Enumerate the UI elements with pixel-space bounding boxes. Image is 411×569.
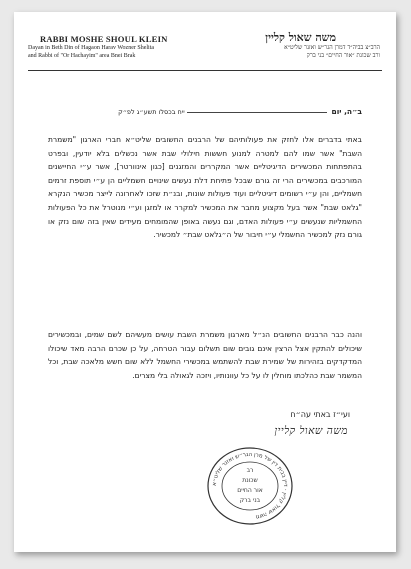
- handwritten-signature: משה שאול קליין: [274, 425, 348, 437]
- rabbi-name-english: RABBI MOSHE SHOUL KLEIN: [40, 34, 168, 44]
- document-page: [14, 12, 396, 552]
- stamp-center-line-3: אור החיים: [237, 487, 263, 494]
- stamp-ring-text: משה שאול קליין · דיין בבית דין של מרן הגר״ש ואזנר שליט״א: [211, 451, 289, 520]
- date-text: ייח בכסלו תשע״ג לפ״ק: [118, 108, 185, 116]
- letterhead-divider: [28, 70, 382, 71]
- date-lead: ב״ה, יום: [331, 107, 362, 116]
- stamp-center-line-2: שכונת: [242, 477, 258, 484]
- title-line-hebrew-1: הרב״צ בביה״ד דמרן הגר״ש ואזנר שליט״א: [284, 44, 380, 51]
- closing-line: ועי״ז באתי עה״ח: [290, 410, 350, 419]
- letterhead-english: [28, 34, 178, 60]
- stamp-center-line-4: בני ברק: [239, 497, 261, 504]
- letter-paragraph-1: באתי בדברים אלו לחזק את פעולותיהם של הרבנים החשובים שליט״א חברי הארגון "משמרת השבת" אשר שמו להם למטרה למנוע חששות חילולי שבת אשר נכשלים בלא יודעין, ובפרט בהתפתחות המכשירים הדיגיטליים אשר המקררים והמזגנים [כגון אינוורטר], אשר ע״י החיישנים המורכבים במכשירים הרי זה גורם שבכל פתיחת דלת נעשים שינויים חשמליים הן ע״י תוספת זרמים חשמליים, והן ע״י רשומים דיגיטליים ועוד פעולות שונות, ובנ״ת שזכו לאחרונה לייצר מכשיר הנקרא "גלאט שבת" אשר בעל מקצוע מחבר את המכשיר למקרר או למזגן וע״י מנוטרל את כל הפעולות החשמליות שנעשים ע״י פעולות האדם, וגם נעשה באופן שהמומחים מעידים שאין בזה שום נזק או גורם נזק למכשיר החשמלי ע״י חיבור של ה״גלאט שבת״ למכשיר.: [48, 135, 362, 240]
- title-line-english-2: and Rabbi of "Or Hachayim" area Bnei Brak: [28, 53, 136, 59]
- date-underline: [187, 112, 327, 113]
- rabbinical-stamp: [206, 446, 294, 526]
- rabbi-name-hebrew: משה שאול קליין: [265, 31, 336, 44]
- title-line-hebrew-2: ורב שכונת ״אור החיים״ בני ברק: [306, 52, 380, 59]
- stamp-center-line-1: רב: [246, 467, 254, 474]
- date-line: [118, 107, 362, 116]
- letterhead-hebrew: [190, 31, 380, 60]
- letter-paragraph-2: והנה כבר הרבנים החשובים הנ״ל מארגון משמרת השבת עושים מעשיהם לשם שמים, ובמכשירים שיכולים להתקין אצל הרצין אינם גובים שום תשלום עבור הטרחה, על כן שכרם הרבה מאד שיכולו המדקדקים בזהירות של שמירת שבת להשתמש במכשירי החשמל ללא שום חשש מלאכה שבת, וכל המשמר שבת כהלכתו מוחלין לו על כל עוונותיו, ויזכה לגאולה בלי מצרים.: [48, 330, 362, 380]
- title-line-english-1: Dayan in Beth Din of Hagaon Harav Wozner Shelita: [28, 45, 155, 51]
